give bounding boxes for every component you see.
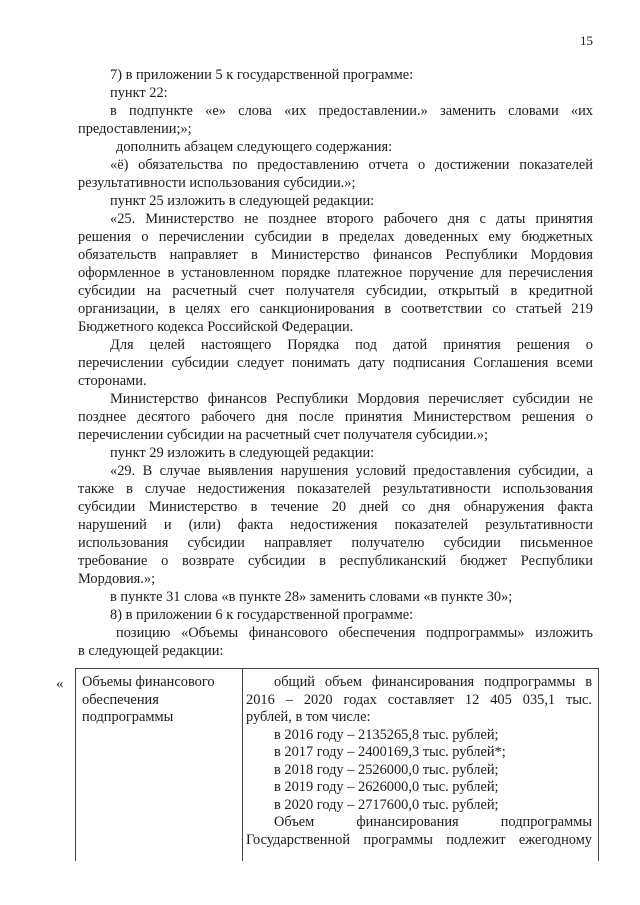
- text-line: позднее десятого рабочего дня после принятия Министерством решения о: [78, 409, 593, 425]
- table-value-line: общий объем финансирования подпрограммы в: [274, 674, 592, 690]
- table-value-line: рублей, в том числе:: [246, 709, 371, 725]
- table-label-line: подпрограммы: [82, 709, 174, 725]
- text-line: 7) в приложении 5 к государственной программе:: [110, 67, 414, 83]
- table-value-line: в 2018 году – 2526000,0 тыс. рублей;: [274, 761, 499, 778]
- text-line: субсидии Министерство в течение 20 дней со дня обнаружения факта: [78, 499, 593, 515]
- text-line: перечислении субсидии следует понимать дату подписания Соглашения всеми: [78, 355, 593, 371]
- table-value-line: в 2016 году – 2135265,8 тыс. рублей;: [274, 726, 499, 743]
- table-value-line: в 2017 году – 2400169,3 тыс. рублей*;: [274, 744, 506, 760]
- text-line: пункт 29 изложить в следующей редакции:: [110, 445, 375, 461]
- page-number: 15: [580, 33, 593, 48]
- text-line: нарушений и (или) факта недостижения показателей результативности: [78, 517, 593, 533]
- text-line: Министерство финансов Республики Мордовия перечисляет субсидии не: [110, 391, 593, 407]
- text-line: Бюджетного кодекса Российской Федерации.: [78, 319, 354, 335]
- text-line: Для целей настоящего Порядка под датой принятия решения о: [110, 337, 593, 353]
- text-line: перечислении субсидии на расчетный счет получателя субсидии.»;: [78, 427, 488, 443]
- text-line: субсидии на расчетный счет получателя субсидии, открытый в кредитной: [78, 283, 593, 299]
- text-line: дополнить абзацем следующего содержания:: [116, 139, 393, 155]
- text-line: сторонами.: [78, 373, 147, 389]
- text-line: организации, в целях его санкционирования в соответствии со статьей 219: [78, 301, 593, 317]
- text-line: «ё) обязательства по предоставлению отчета о достижении показателей: [110, 157, 593, 173]
- text-line: Мордовия.»;: [78, 571, 156, 587]
- text-line: обязательств направляет в Министерство финансов Республики Мордовия: [78, 247, 593, 263]
- text-line: в следующей редакции:: [78, 643, 224, 659]
- funding-table: [75, 668, 599, 861]
- table-label-line: обеспечения: [82, 691, 159, 708]
- text-line: использования субсидии направляет получателю субсидии письменное: [78, 535, 593, 551]
- table-value-line: Объем финансирования подпрограммы: [274, 814, 592, 830]
- table-value-line: в 2020 году – 2717600,0 тыс. рублей;: [274, 796, 499, 813]
- text-line: в подпункте «е» слова «их предоставлении.» заменить словами «их: [110, 103, 593, 119]
- text-line: пункт 25 изложить в следующей редакции:: [110, 193, 375, 209]
- text-line: оформленное в установленном порядке платежное поручение для перечисления: [78, 265, 593, 281]
- text-line: пункт 22:: [110, 85, 168, 101]
- text-line: позицию «Объемы финансового обеспечения подпрограммы» изложить: [116, 625, 593, 641]
- text-line: «25. Министерство не позднее второго рабочего дня с даты принятия: [110, 211, 593, 227]
- text-line: предоставлении;»;: [78, 121, 192, 137]
- text-line: в пункте 31 слова «в пункте 28» заменить словами «в пункте 30»;: [110, 589, 513, 605]
- text-line: также в случае недостижения показателей результативности использования: [78, 481, 593, 497]
- text-line: «29. В случае выявления нарушения условий предоставления субсидии, а: [110, 463, 593, 479]
- table-value-line: Государственной программы подлежит ежегодному: [246, 831, 592, 848]
- text-line: результативности использования субсидии.»;: [78, 175, 356, 191]
- table-label-line: Объемы финансового: [82, 674, 215, 690]
- text-line: требование о возврате субсидии в республиканский бюджет Республики: [78, 553, 593, 569]
- table-value-line: в 2019 году – 2626000,0 тыс. рублей;: [274, 779, 499, 795]
- text-line: 8) в приложении 6 к государственной программе:: [110, 607, 414, 623]
- text-line: решения о перечислении субсидии в пределах доведенных ему бюджетных: [78, 229, 593, 245]
- table-divider: [242, 669, 243, 861]
- table-value-line: 2016 – 2020 годах составляет 12 405 035,1 тыс.: [246, 691, 592, 708]
- opening-quote: «: [56, 676, 64, 692]
